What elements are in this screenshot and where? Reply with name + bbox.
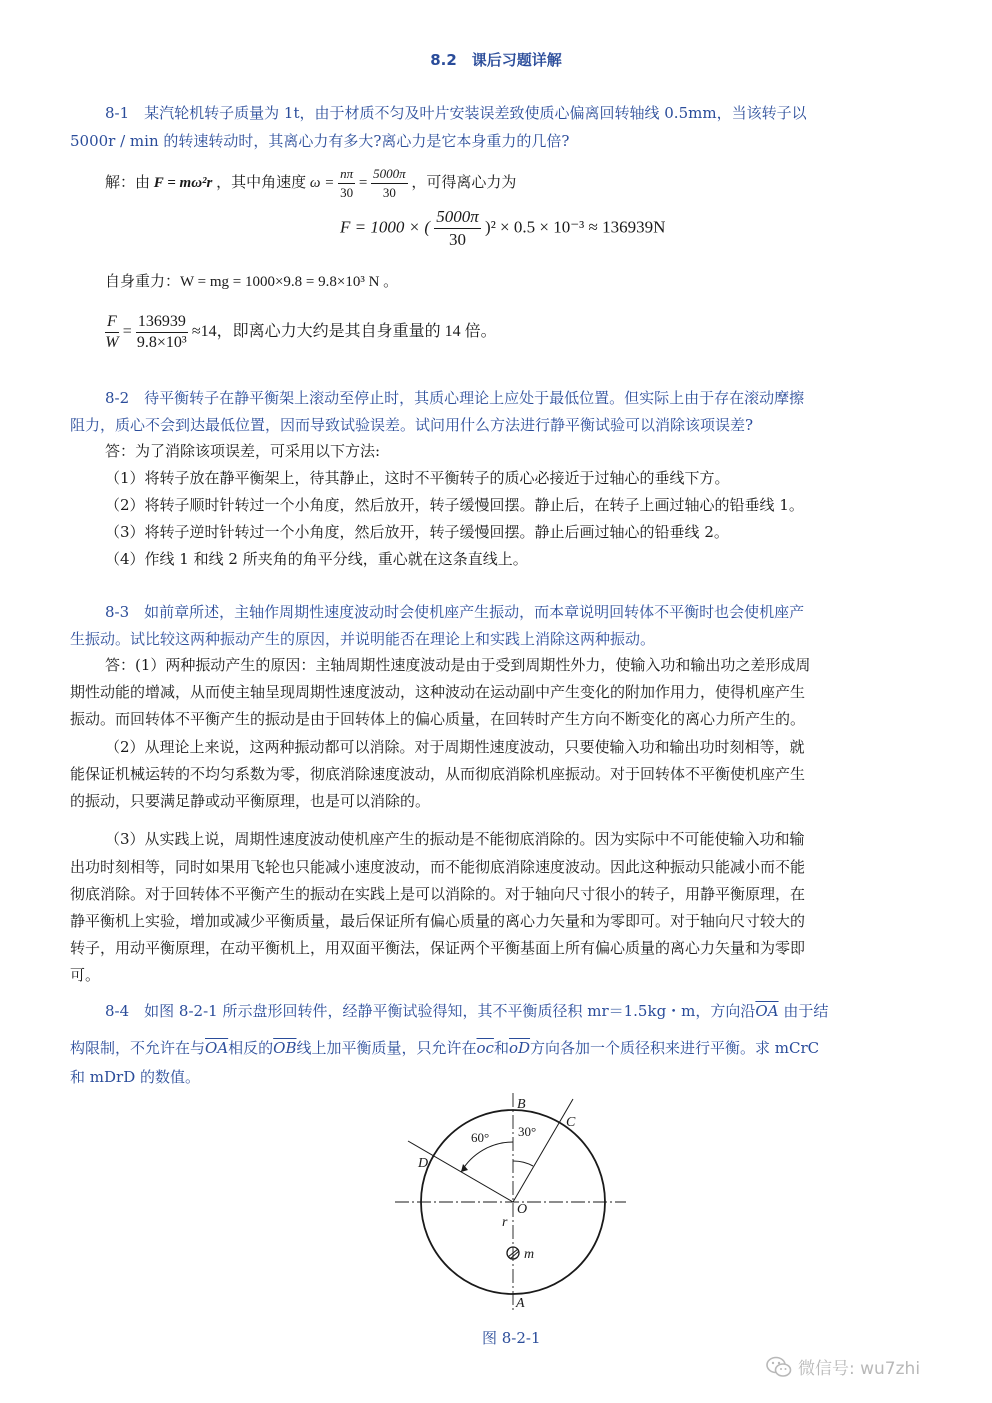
q2-answer-line: （1）将转子放在静平衡架上，待其静止，这时不平衡转子的质心必接近于过轴心的垂线下方。 [105, 469, 730, 487]
q1-force-equation [340, 206, 665, 251]
q1-omega-frac1-den: 30 [340, 185, 354, 200]
label-d: D [418, 1156, 429, 1171]
q4-vec-oa: $\overline{OA}$ [755, 1002, 779, 1020]
q1-omega-frac2-num: 5000π [371, 165, 408, 184]
q4-line3: 和 mDrD 的数值。 [70, 1068, 200, 1086]
q1-ratio-frac1 [105, 312, 119, 353]
q1-omega: ω = [309, 174, 335, 191]
q1-ratio-result: ≈14，即离心力大约是其自身重量的 14 倍。 [191, 323, 497, 341]
wechat-icon [766, 1356, 792, 1383]
q2-answer-line: （2）将转子顺时针转过一个小角度，然后放开，转子缓慢回摆。静止后，在转子上画过轴心的铅垂线 1。 [105, 496, 804, 514]
q3-answer-line: 期性动能的增减，从而使主轴呈现周期性速度波动，这种波动在运动副中产生变化的附加作用力，使得机座产生 [70, 683, 806, 701]
q4-line2-e: 方向各加一个质径积来进行平衡。求 mCrC [530, 1039, 820, 1057]
q3-answer-line: （3）从实践上说，周期性速度波动使机座产生的振动是不能彻底消除的。因为实际中不可能使输入功和输 [105, 830, 805, 848]
q2-answer-line: （4）作线 1 和线 2 所夹角的角平分线，重心就在这条直线上。 [105, 550, 528, 568]
q3-answer-line: 的振动，只要满足静或动平衡原理，也是可以消除的。 [70, 792, 431, 810]
q1-ratio-frac1-num: F [105, 312, 119, 333]
q1-force-left: F = 1000 × ( [340, 217, 430, 237]
q4-vec-oa-2: $\overline{OA}$ [205, 1039, 229, 1057]
label-c: C [566, 1115, 576, 1130]
q1-answer-line: 解：由 F = mω²r ，其中角速度 ω = $\frac{n\pi}{30}$ = $\frac{5000\pi}{30}$ ，可得离心力为 [105, 166, 517, 200]
angle-arc-30 [513, 1161, 533, 1166]
watermark [766, 1354, 920, 1383]
figure-caption: 图 8-2-1 [482, 1329, 541, 1347]
section-title: 8.2 课后习题详解 [430, 51, 562, 69]
angle-arc-60 [461, 1142, 513, 1172]
q3-answer-line: 出功时刻相等，同时如果用飞轮也只能减小速度波动，而不能彻底消除速度波动。因此这种振动只能减小而不能 [70, 858, 806, 876]
q1-force-frac-num: 5000π [434, 206, 481, 229]
angle-arc-arrow [461, 1164, 468, 1172]
q4-line2 [70, 1033, 819, 1063]
line-od [408, 1141, 513, 1202]
q1-force-frac-den: 30 [449, 230, 467, 249]
q1-ratio-frac2-num: 136939 [136, 312, 188, 333]
q1-question-line2: 5000r / min 的转速转动时，其离心力有多大?离心力是它本身重力的几倍? [70, 132, 570, 150]
q1-question-line1: 8-1 某汽轮机转子质量为 1t，由于材质不匀及叶片安装误差致使质心偏离回转轴线 0.5mm，当该转子以 [105, 104, 807, 122]
label-o: O [517, 1202, 528, 1217]
q3-answer-line: 答：(1）两种振动产生的原因：主轴周期性速度波动是由于受到周期性外力，使输入功和输出功之差形成周 [105, 656, 811, 674]
angle-label-60: 60° [471, 1130, 490, 1145]
q3-answer-line: 可。 [70, 966, 101, 984]
q3-answer-line: 转子，用动平衡原理，在动平衡机上，用双面平衡法，保证两个平衡基面上所有偏心质量的离心力矢量和为零即 [70, 939, 806, 957]
q1-ratio-frac2-den: 9.8×10³ [136, 334, 187, 351]
label-r: r [502, 1215, 508, 1230]
q3-answer-line: （2）从理论上来说，这两种振动都可以消除。对于周期性速度波动，只要使输入功和输出功时刻相等，就 [105, 738, 805, 756]
q1-ratio-frac1-den: W [105, 334, 119, 351]
q3-question-line2: 生振动。试比较这两种振动产生的原因，并说明能否在理论上和实践上消除这两种振动。 [70, 630, 656, 648]
q3-question-line1: 8-3 如前章所述，主轴作周期性速度波动时会使机座产生振动，而本章说明回转体不平衡时也会使机座产 [105, 603, 805, 621]
q1-answer-mid: ，其中角速度 [216, 174, 307, 191]
q3-answer-line: 彻底消除。对于回转体不平衡产生的振动在实践上是可以消除的。对于轴向尺寸很小的转子，用静平衡原理，在 [70, 885, 806, 903]
q4-vec-od: $\overline{oD}$ [508, 1039, 531, 1057]
q2-question-line1: 8-2 待平衡转子在静平衡架上滚动至停止时，其质心理论上应处于最低位置。但实际上由于存在滚动摩擦 [105, 389, 805, 407]
q2-question-line2: 阻力，质心不会到达最低位置，因而导致试验误差。试问用什么方法进行静平衡试验可以消除该项误差? [70, 416, 754, 434]
q4-vec-ob: $\overline{OB}$ [273, 1039, 297, 1057]
q1-answer-suffix: ，可得离心力为 [411, 174, 517, 191]
label-m: m [524, 1247, 535, 1262]
q1-ratio-line [105, 312, 497, 353]
q2-answer-line: （3）将转子逆时针转过一个小角度，然后放开，转子缓慢回摆。静止后画过轴心的铅垂线 2。 [105, 523, 729, 541]
q4-line2-a: 构限制，不允许在与 [70, 1039, 206, 1057]
q1-omega-frac2 [371, 165, 408, 202]
q1-ratio-eq: = [122, 323, 132, 341]
watermark-text: 微信号: wu7zhi [798, 1359, 921, 1379]
label-b: B [517, 1097, 526, 1112]
q4-line2-b: 相反的 [228, 1039, 274, 1057]
q2-answer-line: 答：为了消除该项误差，可采用以下方法: [105, 442, 381, 460]
q4-line1 [105, 996, 828, 1026]
q1-omega-frac1-num: nπ [338, 165, 355, 184]
q1-omega-frac2-den: 30 [382, 185, 396, 200]
q1-weight-line: 自身重力：W = mg = 1000×9.8 = 9.8×10³ N 。 [105, 274, 399, 290]
q1-answer-prefix: 解：由 [105, 174, 151, 191]
q1-eq1: F = mω²r [153, 174, 213, 191]
label-a: A [516, 1296, 525, 1311]
q1-omega-frac1 [338, 165, 355, 202]
figure-disk-diagram [390, 1085, 640, 1325]
q1-force-right: )² × 0.5 × 10⁻³ ≈ 136939N [485, 217, 666, 237]
q4-line2-c: 线上加平衡质量，只允许在 [296, 1039, 477, 1057]
q4-vec-oc: $\overline{oc}$ [476, 1039, 494, 1057]
angle-label-30: 30° [518, 1124, 537, 1139]
q4-line1-b: 由于结 [783, 1002, 829, 1020]
q1-ratio-frac2 [136, 312, 188, 353]
q4-line1-a: 8-4 如图 8-2-1 所示盘形回转件，经静平衡试验得知，其不平衡质径积 mr＝1.5kg・m，方向沿 [105, 1002, 756, 1020]
q3-answer-line: 静平衡机上实验，增加或减少平衡质量，最后保证所有偏心质量的离心力矢量和为零即可。对于轴向尺寸较大的 [70, 912, 806, 930]
q1-force-frac [434, 206, 481, 251]
q4-line2-d: 和 [493, 1039, 509, 1057]
q3-answer-line: 能保证机械运转的不均匀系数为零，彻底消除速度波动，从而彻底消除机座振动。对于回转体不平衡使机座产生 [70, 765, 806, 783]
q3-answer-line: 振动。而回转体不平衡产生的振动是由于回转体上的偏心质量，在回转时产生方向不断变化的离心力所产生的。 [70, 710, 806, 728]
